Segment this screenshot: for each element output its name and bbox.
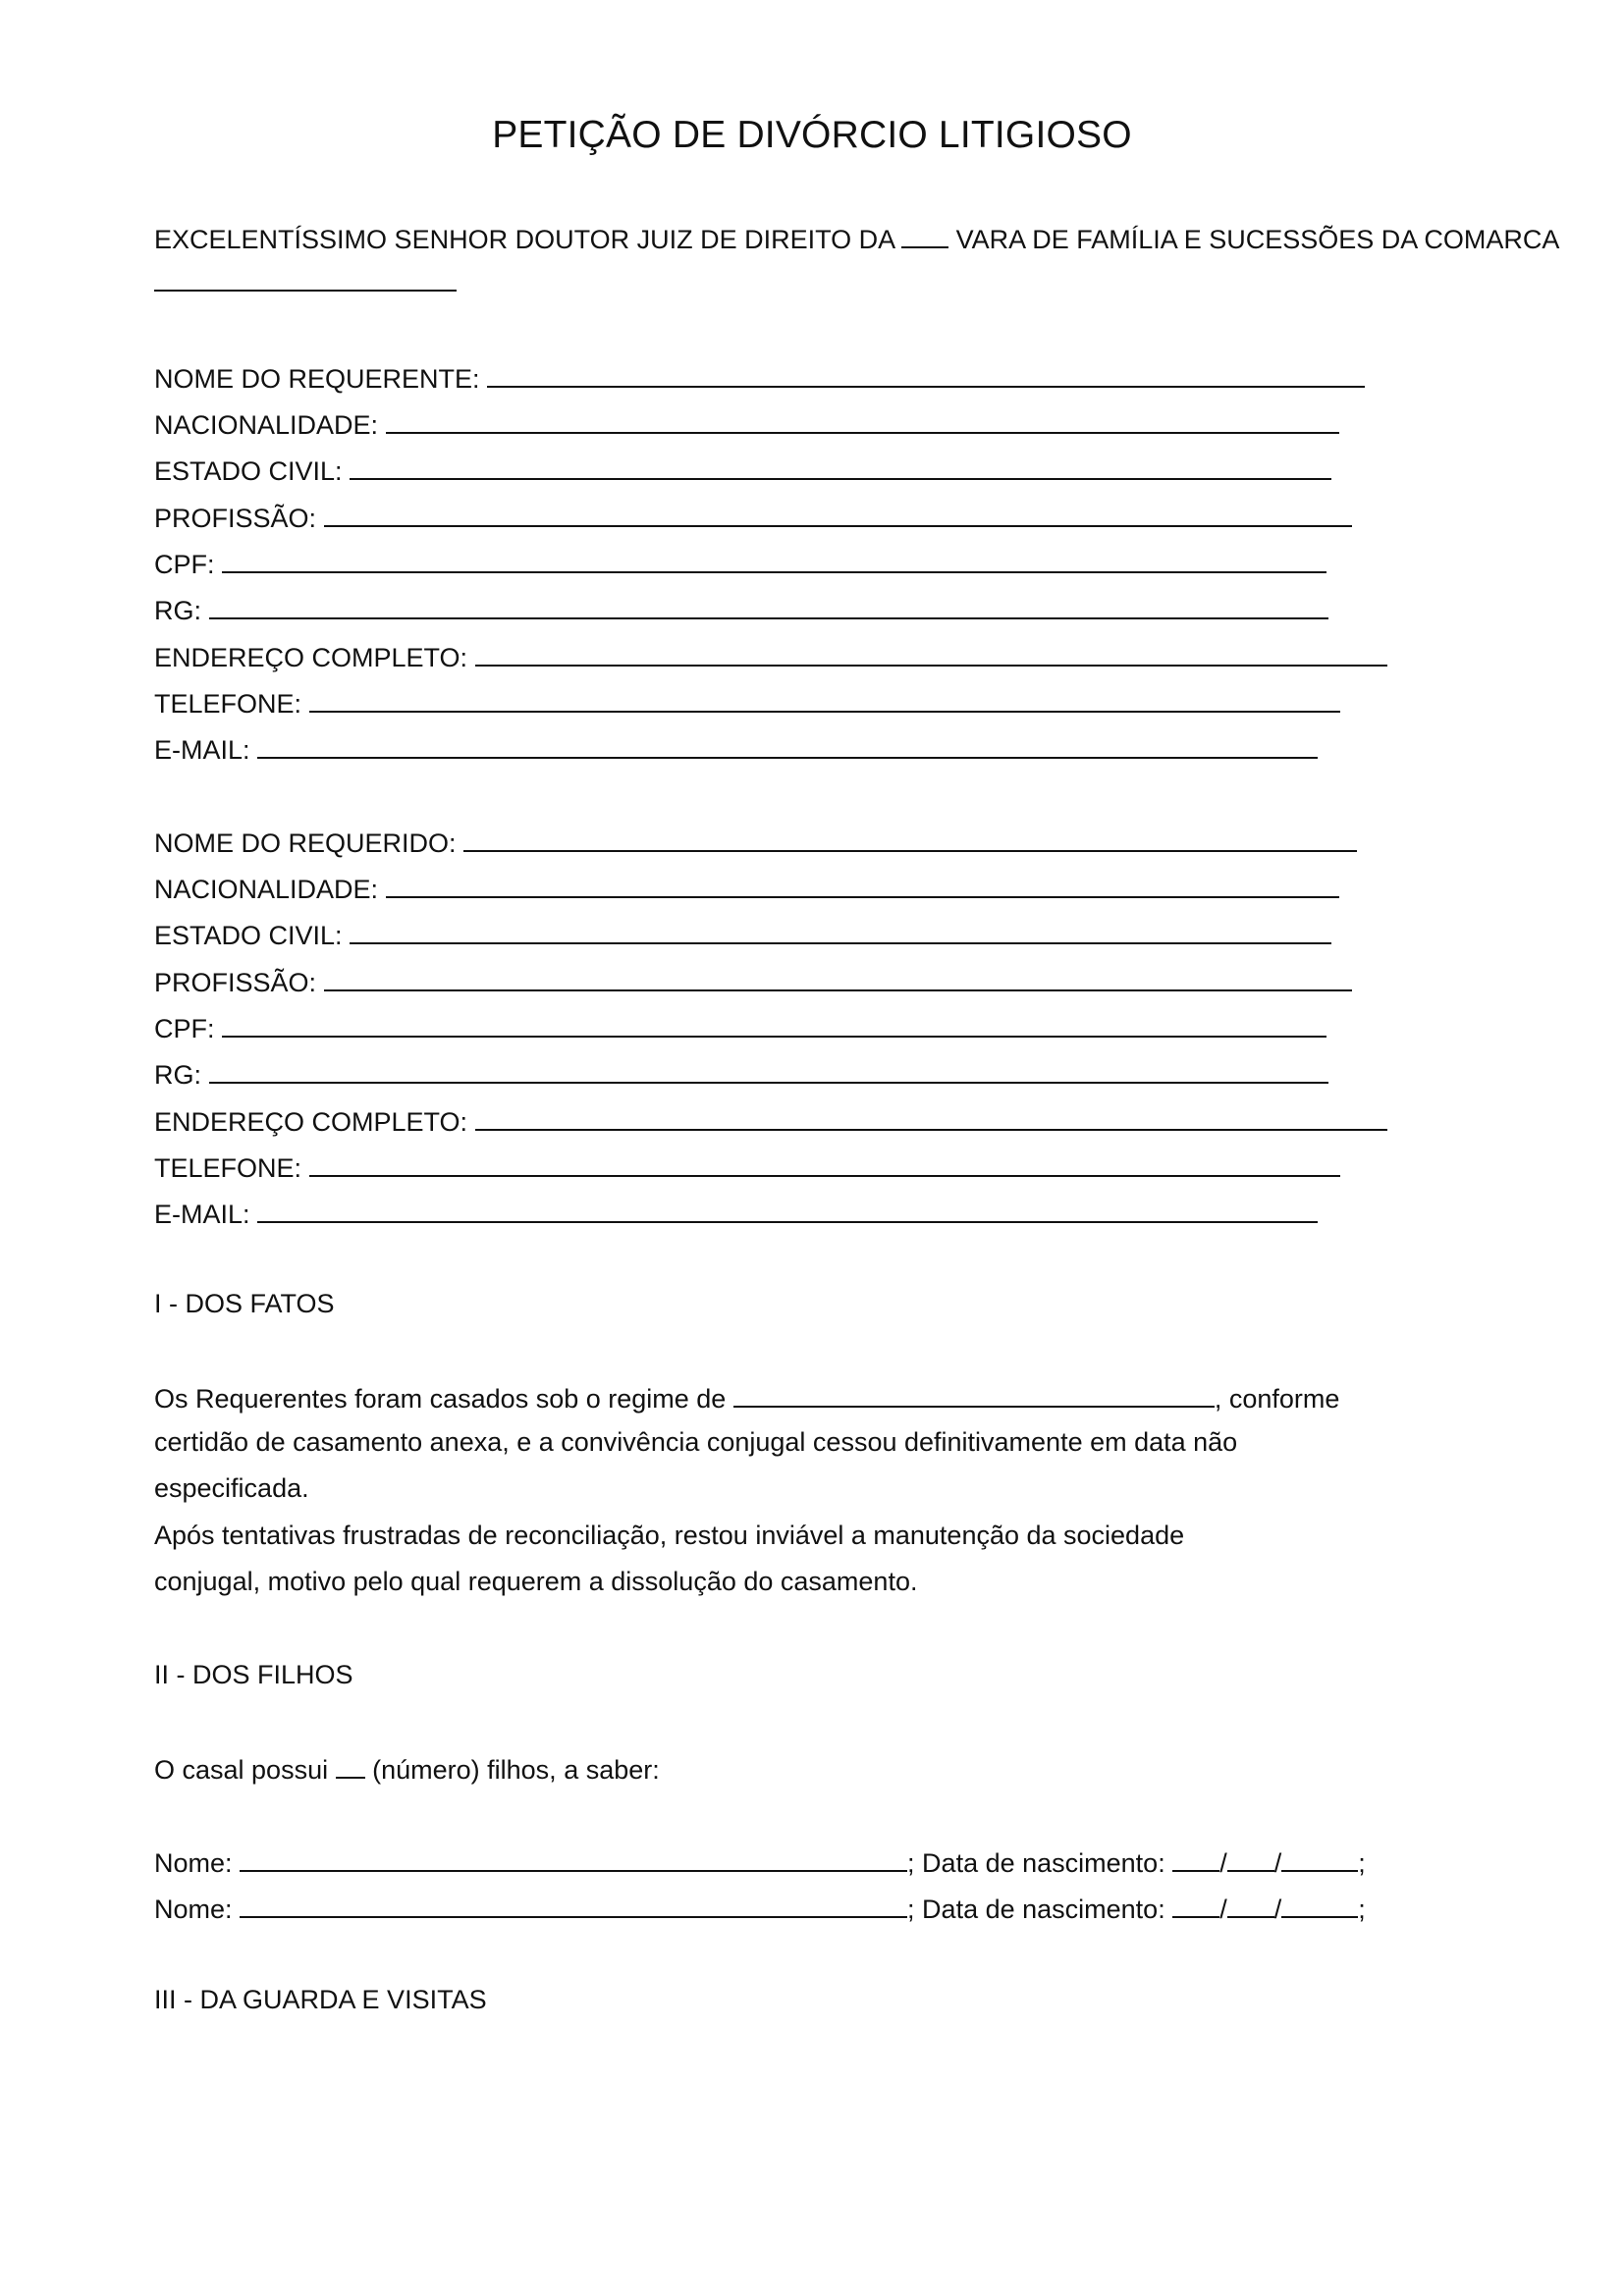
filhos-intro-b: (número) filhos, a saber: bbox=[372, 1755, 660, 1785]
date-separator: / bbox=[1273, 1848, 1282, 1878]
requerido-marital-blank[interactable] bbox=[350, 916, 1331, 944]
requerente-marital-label: ESTADO CIVIL: bbox=[154, 456, 343, 486]
requerido-phone-row bbox=[154, 1148, 1340, 1185]
requerido-nationality-blank[interactable] bbox=[386, 870, 1339, 898]
requerente-profession-blank[interactable] bbox=[324, 499, 1352, 527]
fatos-paragraph-line-3: especificada. bbox=[154, 1473, 309, 1503]
requerido-name-label: NOME DO REQUERIDO: bbox=[154, 828, 457, 858]
requerido-cpf-row bbox=[154, 1009, 1326, 1045]
fatos-paragraph-line-2: certidão de casamento anexa, e a convivência conjugal cessou definitivamente em data não bbox=[154, 1427, 1238, 1457]
child-birth-label: ; Data de nascimento: bbox=[907, 1895, 1165, 1924]
requerido-marital-label: ESTADO CIVIL: bbox=[154, 921, 343, 950]
birth-year-blank[interactable] bbox=[1281, 1843, 1358, 1872]
requerido-rg-label: RG: bbox=[154, 1060, 202, 1090]
requerente-phone-label: TELEFONE: bbox=[154, 689, 302, 719]
requerido-address-row bbox=[154, 1102, 1387, 1139]
requerente-cpf-label: CPF: bbox=[154, 550, 215, 579]
requerido-profession-row bbox=[154, 963, 1352, 999]
requerente-marital-blank[interactable] bbox=[350, 452, 1331, 480]
fatos-text-b: , conforme bbox=[1214, 1384, 1340, 1414]
requerente-profession-row bbox=[154, 499, 1352, 535]
child-name-blank[interactable] bbox=[240, 1890, 907, 1918]
page-title: PETIÇÃO DE DIVÓRCIO LITIGIOSO bbox=[492, 114, 1132, 156]
date-separator: / bbox=[1219, 1895, 1227, 1924]
child-name-label: Nome: bbox=[154, 1895, 233, 1924]
requerente-profession-label: PROFISSÃO: bbox=[154, 504, 317, 533]
birth-month-blank[interactable] bbox=[1227, 1890, 1274, 1918]
requerente-email-label: E-MAIL: bbox=[154, 735, 250, 765]
requerente-email-row bbox=[154, 730, 1318, 767]
requerido-name-row bbox=[154, 824, 1357, 860]
requerente-address-row bbox=[154, 638, 1387, 674]
requerido-profession-label: PROFISSÃO: bbox=[154, 968, 317, 997]
birth-year-blank[interactable] bbox=[1281, 1890, 1358, 1918]
section-heading-fatos: I - DOS FATOS bbox=[154, 1289, 335, 1318]
requerido-name-blank[interactable] bbox=[463, 824, 1357, 852]
requerente-name-blank[interactable] bbox=[487, 359, 1365, 388]
address-text-part1: EXCELENTÍSSIMO SENHOR DOUTOR JUIZ DE DIREITO DA bbox=[154, 225, 894, 254]
requerente-address-blank[interactable] bbox=[475, 638, 1387, 667]
children-count-blank[interactable] bbox=[336, 1750, 365, 1779]
child-birth-label: ; Data de nascimento: bbox=[907, 1848, 1165, 1878]
requerente-marital-row bbox=[154, 452, 1331, 488]
requerido-nationality-row bbox=[154, 870, 1339, 906]
requerido-address-label: ENDEREÇO COMPLETO: bbox=[154, 1107, 468, 1137]
filhos-intro-a: O casal possui bbox=[154, 1755, 329, 1785]
fatos-paragraph-line-1 bbox=[154, 1379, 1339, 1415]
fatos-paragraph-line-4: Após tentativas frustradas de reconciliação, restou inviável a manutenção da sociedade bbox=[154, 1521, 1185, 1550]
requerente-cpf-row bbox=[154, 545, 1326, 581]
section-heading-filhos: II - DOS FILHOS bbox=[154, 1660, 353, 1689]
requerente-name-row bbox=[154, 359, 1365, 396]
birth-day-blank[interactable] bbox=[1172, 1843, 1219, 1872]
date-separator: / bbox=[1273, 1895, 1282, 1924]
requerente-rg-row bbox=[154, 591, 1328, 627]
comarca-blank[interactable] bbox=[154, 263, 457, 292]
birth-day-blank[interactable] bbox=[1172, 1890, 1219, 1918]
date-separator: / bbox=[1219, 1848, 1227, 1878]
requerido-profession-blank[interactable] bbox=[324, 963, 1352, 991]
requerente-rg-blank[interactable] bbox=[209, 591, 1328, 619]
requerente-address-label: ENDEREÇO COMPLETO: bbox=[154, 643, 468, 672]
requerente-nationality-label: NACIONALIDADE: bbox=[154, 410, 379, 440]
address-line bbox=[154, 220, 1559, 256]
address-text-part2: VARA DE FAMÍLIA E SUCESSÕES DA COMARCA bbox=[955, 225, 1560, 254]
requerente-cpf-blank[interactable] bbox=[222, 545, 1326, 573]
regime-blank[interactable] bbox=[733, 1379, 1215, 1408]
requerente-nationality-blank[interactable] bbox=[386, 405, 1339, 434]
requerido-marital-row bbox=[154, 916, 1331, 952]
requerente-name-label: NOME DO REQUERENTE: bbox=[154, 364, 480, 394]
requerido-rg-row bbox=[154, 1055, 1328, 1092]
child-name-blank[interactable] bbox=[240, 1843, 907, 1872]
requerido-phone-blank[interactable] bbox=[309, 1148, 1340, 1177]
requerente-phone-blank[interactable] bbox=[309, 684, 1340, 713]
requerido-email-blank[interactable] bbox=[257, 1195, 1318, 1223]
requerente-email-blank[interactable] bbox=[257, 730, 1318, 759]
fatos-text-a: Os Requerentes foram casados sob o regime de bbox=[154, 1384, 727, 1414]
requerido-phone-label: TELEFONE: bbox=[154, 1153, 302, 1183]
requerido-address-blank[interactable] bbox=[475, 1102, 1387, 1131]
requerido-cpf-blank[interactable] bbox=[222, 1009, 1326, 1038]
child-name-label: Nome: bbox=[154, 1848, 233, 1878]
requerente-nationality-row bbox=[154, 405, 1339, 442]
section-heading-guarda: III - DA GUARDA E VISITAS bbox=[154, 1985, 487, 2014]
requerido-email-label: E-MAIL: bbox=[154, 1200, 250, 1229]
filhos-intro bbox=[154, 1750, 660, 1787]
child-row bbox=[154, 1843, 1366, 1880]
comarca-line bbox=[154, 263, 457, 299]
requerente-rg-label: RG: bbox=[154, 596, 202, 625]
requerido-rg-blank[interactable] bbox=[209, 1055, 1328, 1084]
requerido-nationality-label: NACIONALIDADE: bbox=[154, 875, 379, 904]
requerido-cpf-label: CPF: bbox=[154, 1014, 215, 1043]
requerido-email-row bbox=[154, 1195, 1318, 1231]
birth-month-blank[interactable] bbox=[1227, 1843, 1274, 1872]
fatos-paragraph-line-5: conjugal, motivo pelo qual requerem a dissolução do casamento. bbox=[154, 1567, 918, 1596]
child-row bbox=[154, 1890, 1366, 1926]
requerente-phone-row bbox=[154, 684, 1340, 721]
vara-number-blank[interactable] bbox=[901, 220, 948, 248]
line-end: ; bbox=[1358, 1895, 1366, 1924]
line-end: ; bbox=[1358, 1848, 1366, 1878]
